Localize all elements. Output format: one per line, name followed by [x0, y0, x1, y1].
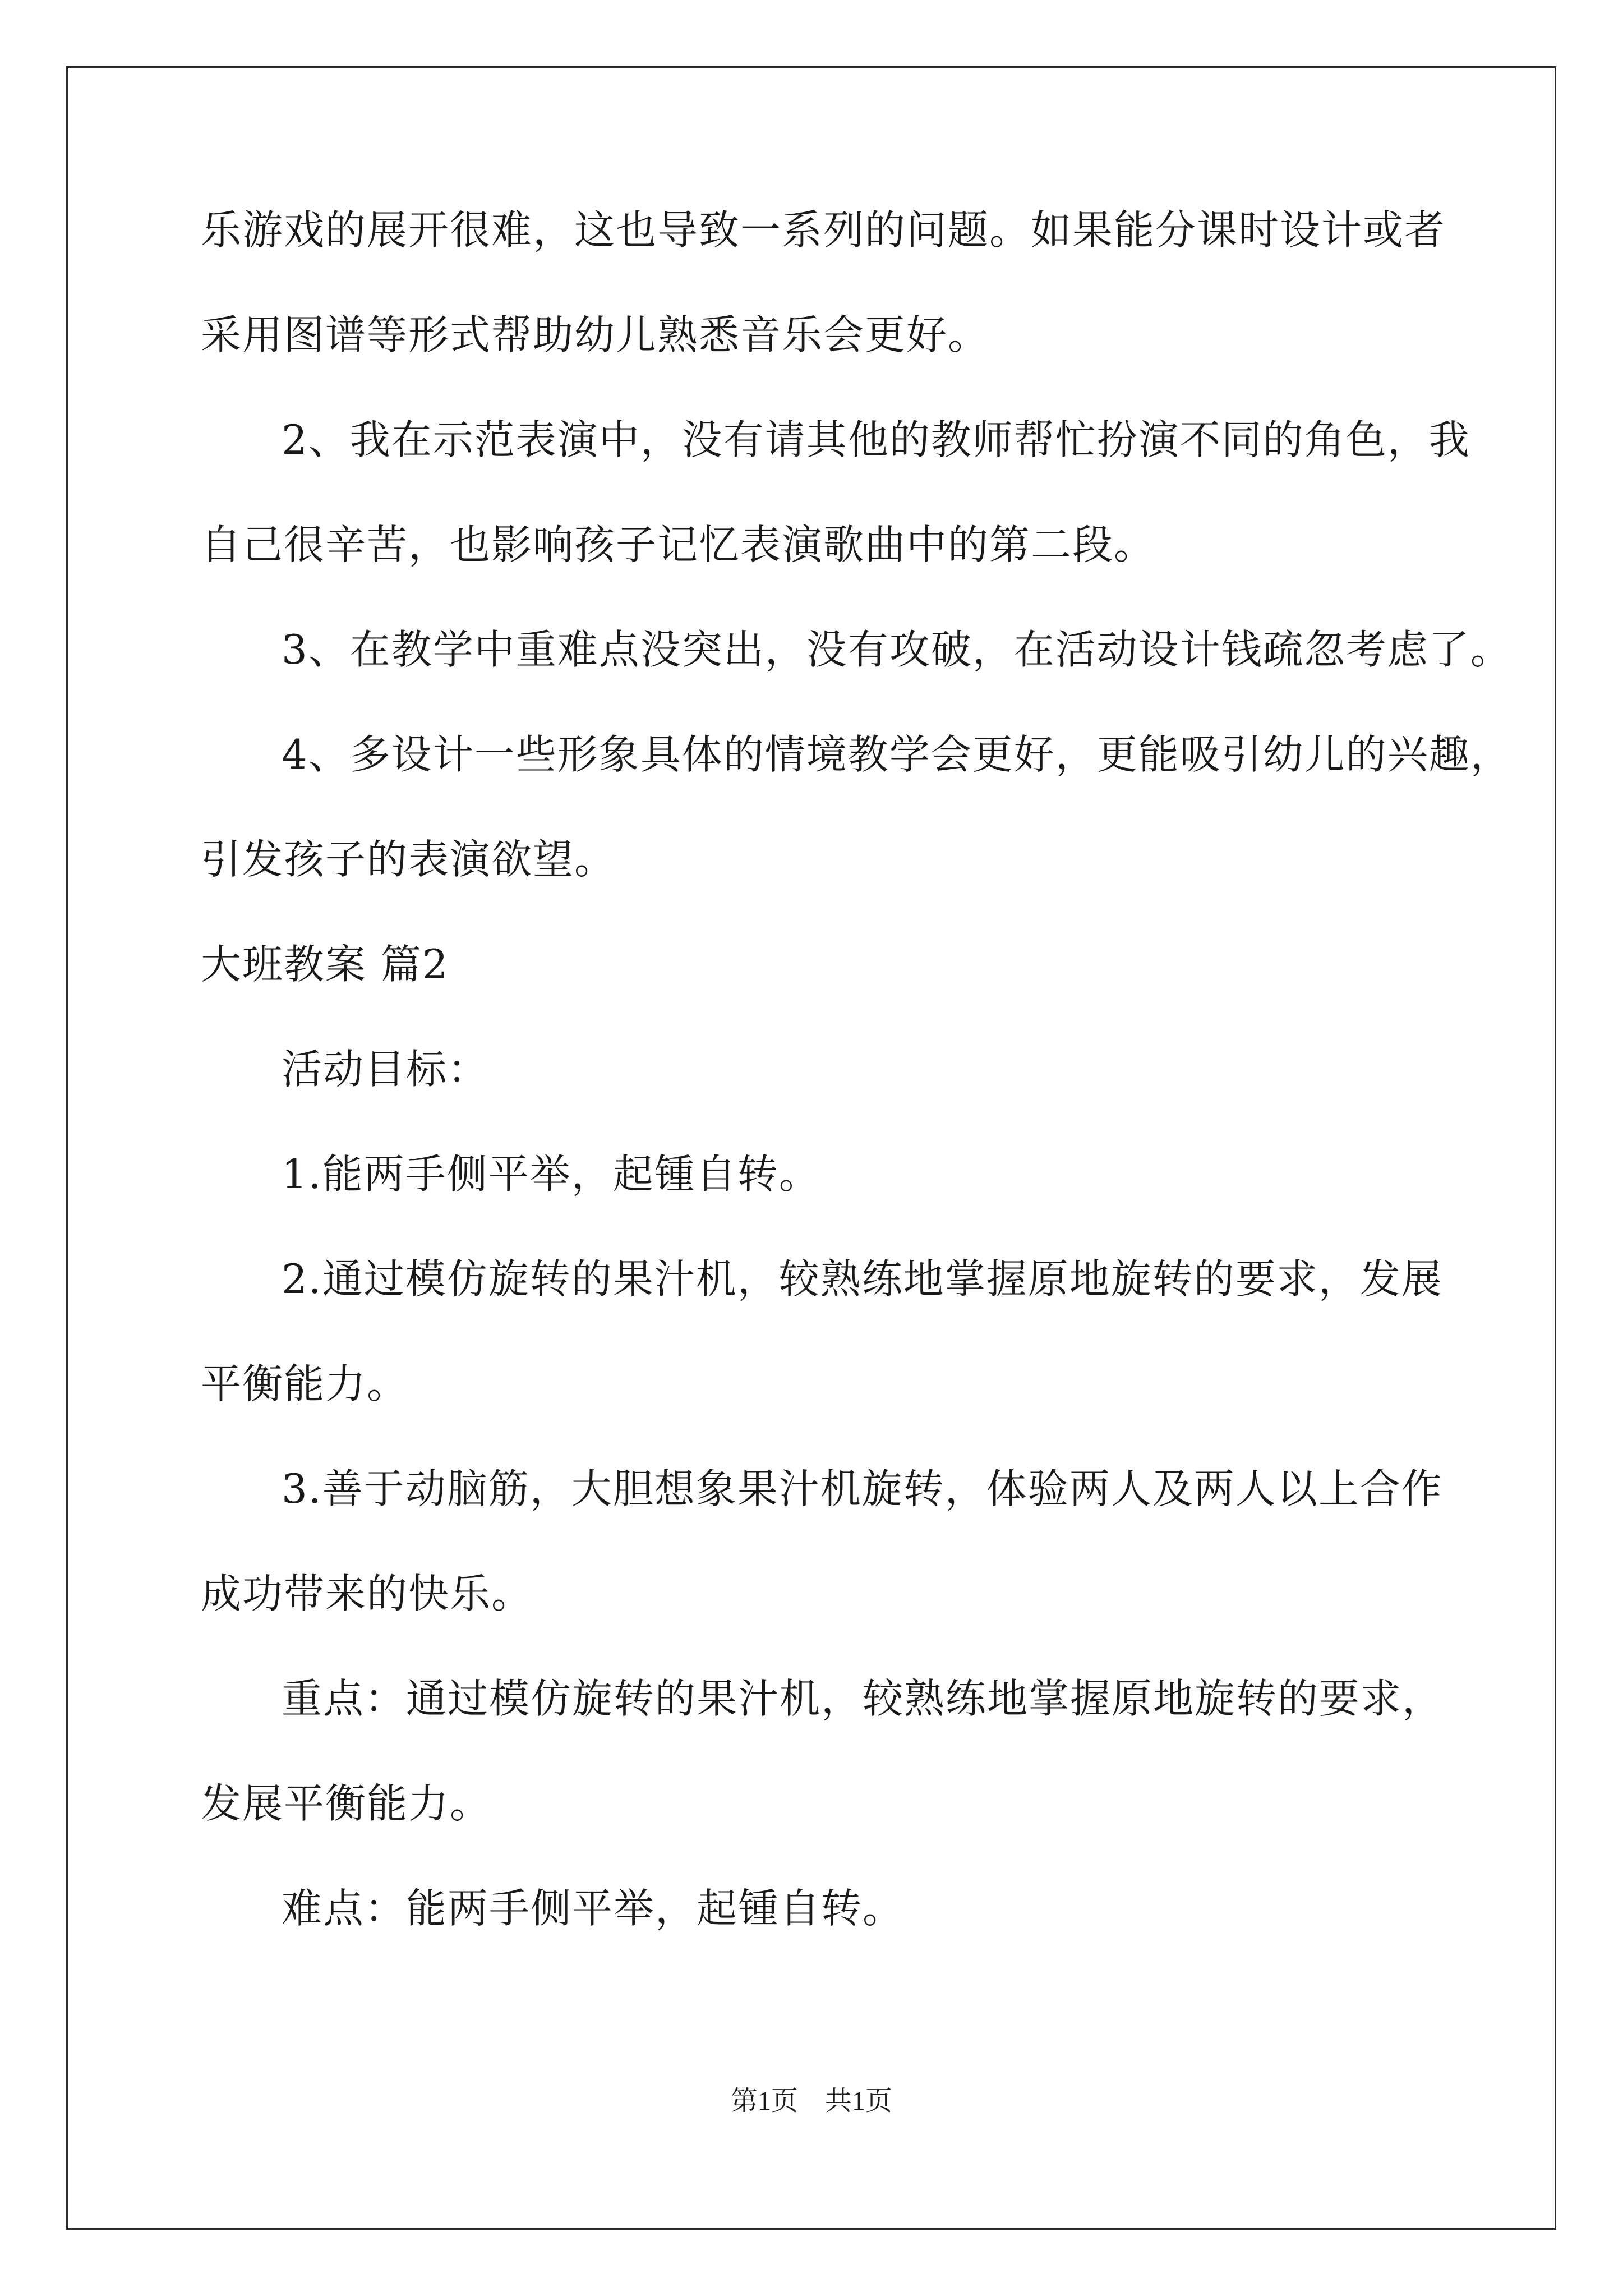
- paragraph-line: 2、我在示范表演中，没有请其他的教师帮忙扮演不同的角色，我: [282, 416, 1470, 463]
- paragraph-line: 成功带来的快乐。: [201, 1570, 533, 1617]
- paragraph-line: 3.善于动脑筋，大胆想象果汁机旋转，体验两人及两人以上合作: [282, 1465, 1443, 1512]
- paragraph-line: 3、在教学中重难点没突出，没有攻破，在活动设计钱疏忽考虑了。: [282, 626, 1512, 673]
- paragraph-line: 1.能两手侧平举，起锺自转。: [282, 1151, 820, 1198]
- paragraph-line: 难点：能两手侧平举，起锺自转。: [282, 1885, 905, 1932]
- paragraph-line: 发展平衡能力。: [201, 1780, 492, 1827]
- paragraph-line: 重点：通过模仿旋转的果汁机，较熟练地掌握原地旋转的要求，: [282, 1675, 1444, 1722]
- paragraph-line: 采用图谱等形式帮助幼儿熟悉音乐会更好。: [201, 311, 990, 358]
- paragraph-line: 平衡能力。: [201, 1360, 409, 1407]
- page-number: 第1页: [730, 2086, 798, 2116]
- paragraph-line: 自己很辛苦，也影响孩子记忆表演歌曲中的第二段。: [201, 521, 1156, 568]
- paragraph-line: 活动目标：: [282, 1046, 490, 1093]
- paragraph-line: 引发孩子的表演欲望。: [201, 836, 616, 883]
- paragraph-line: 乐游戏的展开很难，这也导致一系列的问题。如果能分课时设计或者: [201, 206, 1446, 254]
- paragraph-line: 2.通过模仿旋转的果汁机，较熟练地掌握原地旋转的要求，发展: [282, 1255, 1443, 1303]
- paragraph-line: 4、多设计一些形象具体的情境教学会更好，更能吸引幼儿的兴趣，: [282, 731, 1512, 778]
- section-heading: 大班教案 篇2: [201, 941, 449, 988]
- page-total: 共1页: [825, 2086, 893, 2116]
- page-footer: [0, 2085, 1623, 2118]
